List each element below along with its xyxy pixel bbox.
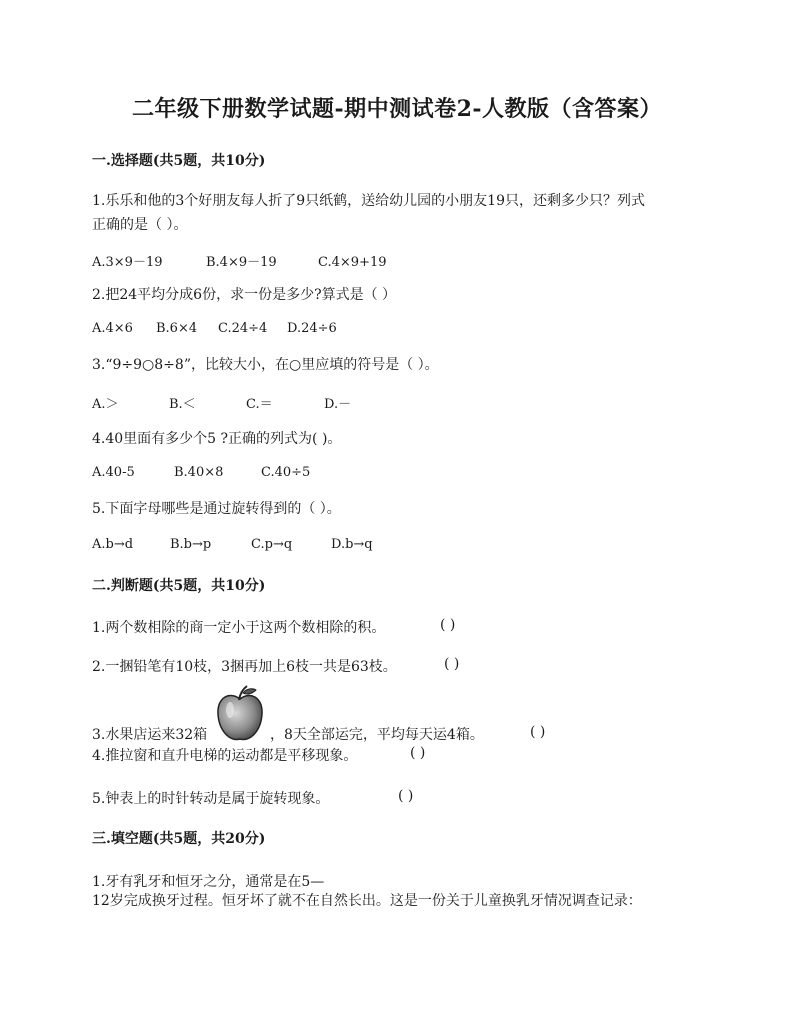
choice-q1-option-a[interactable]: A.3×9－19 (92, 255, 163, 270)
judge-q2: 2.一捆铅笔有10枝，3捆再加上6枝一共是63枝。 (92, 659, 397, 675)
choice-q2: 2.把24平均分成6份，求一份是多少?算式是（ ） (92, 287, 397, 303)
judge-q1: 1.两个数相除的商一定小于这两个数相除的积。 (92, 620, 386, 636)
choice-q1-line2: 正确的是（ ）。 (92, 217, 188, 233)
judge-q5-answer-paren[interactable]: ( ) (398, 788, 414, 804)
choice-q2-option-a[interactable]: A.4×6 (92, 321, 133, 336)
choice-q2-option-b[interactable]: B.6×4 (156, 321, 198, 336)
choice-q5: 5.下面字母哪些是通过旋转得到的（ ）。 (92, 501, 341, 517)
section-heading-choice: 一.选择题(共5题，共10分) (92, 153, 266, 169)
judge-q3-answer-paren[interactable]: ( ) (530, 724, 546, 740)
judge-q3-part2: ，8天全部运完，平均每天运4箱。 (270, 727, 484, 743)
choice-q5-option-b[interactable]: B.b→p (170, 537, 212, 552)
choice-q5-option-a[interactable]: A.b→d (92, 537, 134, 552)
choice-q3: 3.“9÷9○8÷8”，比较大小，在○里应填的符号是（ ）。 (92, 357, 439, 373)
choice-q4-option-c[interactable]: C.40÷5 (261, 465, 311, 480)
judge-q5: 5.钟表上的时针转动是属于旋转现象。 (92, 791, 330, 807)
choice-q3-option-d[interactable]: D.－ (324, 397, 352, 412)
choice-q1-line1: 1.乐乐和他的3个好朋友每人折了9只纸鹤，送给幼儿园的小朋友19只，还剩多少只？列式 (92, 193, 645, 209)
fill-q1-line1: 1.牙有乳牙和恒牙之分，通常是在5— (92, 874, 325, 890)
choice-q5-options (92, 537, 373, 552)
choice-q5-option-c[interactable]: C.p→q (251, 537, 293, 552)
choice-q1-options (92, 251, 387, 270)
choice-q4: 4.40里面有多少个5 ?正确的列式为( )。 (92, 431, 342, 447)
choice-q4-option-a[interactable]: A.40-5 (92, 465, 135, 480)
judge-q4-answer-paren[interactable]: ( ) (410, 745, 426, 761)
judge-q2-answer-paren[interactable]: ( ) (444, 656, 460, 672)
choice-q3-option-c[interactable]: C.＝ (246, 397, 273, 412)
choice-q4-option-b[interactable]: B.40×8 (174, 465, 224, 480)
choice-q5-option-d[interactable]: D.b→q (331, 537, 373, 552)
section-heading-judge: 二.判断题(共5题，共10分) (92, 578, 266, 594)
choice-q2-option-c[interactable]: C.24÷4 (218, 321, 268, 336)
choice-q2-options (92, 321, 337, 336)
choice-q1-option-b[interactable]: B.4×9－19 (206, 255, 277, 270)
choice-q1-option-c[interactable]: C.4×9+19 (318, 255, 387, 270)
choice-q3-option-b[interactable]: B.＜ (169, 397, 196, 412)
choice-q3-option-a[interactable]: A.＞ (92, 397, 119, 412)
judge-q3-part1: 3.水果店运来32箱 (92, 727, 208, 743)
apple-icon (214, 684, 266, 744)
fill-q1-line2: 12岁完成换牙过程。恒牙坏了就不在自然长出。这是一份关于儿童换乳牙情况调查记录： (92, 893, 642, 909)
judge-q1-answer-paren[interactable]: ( ) (440, 617, 456, 633)
choice-q4-options (92, 465, 310, 480)
page-title: 二年级下册数学试题-期中测试卷2-人教版（含答案） (131, 96, 663, 122)
choice-q2-option-d[interactable]: D.24÷6 (287, 321, 337, 336)
judge-q4: 4.推拉窗和直升电梯的运动都是平移现象。 (92, 748, 358, 764)
choice-q3-options (92, 393, 351, 412)
section-heading-fill: 三.填空题(共5题，共20分) (92, 831, 266, 847)
